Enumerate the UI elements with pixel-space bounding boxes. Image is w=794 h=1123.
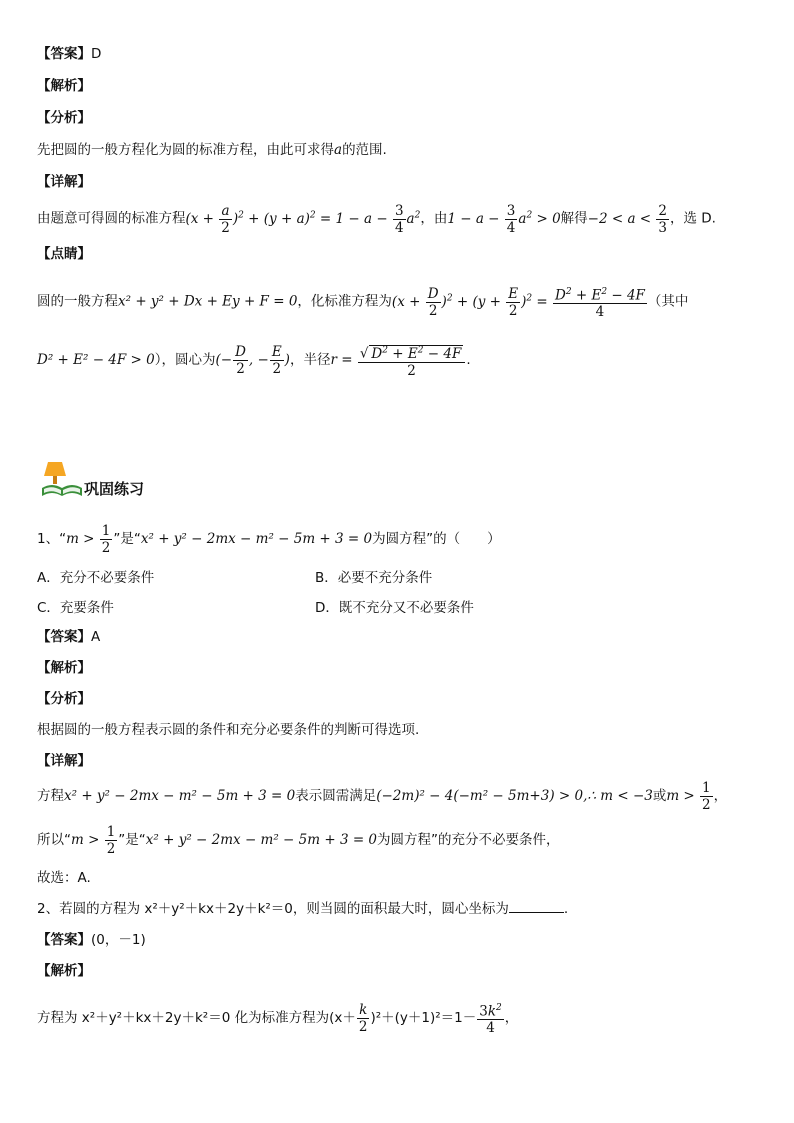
q2-analysis-label: 【解析】 [37, 963, 91, 979]
q1-so-line: 所以“m > $\frac{1}{2}$ ”是“x² + y² − 2mx − m² − 5m + 3 = 0为圆方程”的充分不必要条件， [37, 824, 560, 857]
3k2-over-4: $\frac{3k^2}{4}$ [477, 1000, 504, 1037]
q2-equation: 方程为 x²＋y²＋kx＋2y＋k²＝0 化为标准方程为(x＋ $\frac{k}{2}$ )²＋(y＋1)²＝1－ $\frac{3k^2}{4}$ ， [37, 1001, 519, 1037]
q1-choose: 故选：A. [37, 870, 91, 886]
detail-text-1: 由题意可得圆的标准方程(x + $\frac{a}{2}$ )$^2 + (y + a)^2 = 1 - a$ − $\frac{3}{4}$ $a^2$，由1 − a − $\frac{3}{4}$ $a^2 > 0$解得−2 < a < $\frac{2}{3}$ ，选 D. [37, 202, 716, 236]
q2-stem: 2、若圆的方程为 x²＋y²＋kx＋2y＋k²＝0，则当圆的面积最大时，圆心坐标为 . [37, 901, 569, 917]
standard-form: (x + $\frac{D}{2}$ )$^2$ + (y + $\frac{E}{2}$ )$^2$ = $\frac{D^2 + E^2 - 4F}{4}$ [391, 285, 645, 321]
standard-equation: (x + $\frac{a}{2}$ )$^2 + (y + a)^2 = 1 - a$ − $\frac{3}{4}$ $a^2$ [185, 202, 421, 236]
book-lamp-icon [40, 458, 84, 500]
q1-answer: 【答案】A [37, 629, 101, 645]
q1-option-b: B．必要不充分条件 [315, 570, 433, 586]
q1-option-d: D．既不充分又不必要条件 [315, 600, 474, 616]
k-over-2: $\frac{k}{2}$ [358, 1001, 368, 1035]
solution-range: −2 < a < $\frac{2}{3}$ [587, 202, 667, 236]
answer-value: D [91, 46, 102, 62]
analysis-label-1: 【解析】 [37, 78, 91, 94]
q1-condition: m > $\frac{1}{2}$ [66, 523, 111, 556]
answer-label: 【答案】 [37, 46, 91, 62]
answer-blank [509, 900, 564, 913]
q1-condition-2: m > $\frac{1}{2}$ [71, 824, 116, 857]
q1-fenxi-label: 【分析】 [37, 691, 91, 707]
radius-formula: r = $\frac{√ D^2 + E^2 - 4F}{2}$ [330, 352, 466, 368]
section-title: 巩固练习 [84, 480, 145, 498]
q1-stem: 1、“m > $\frac{1}{2}$ ”是“x² + y² − 2mx − m² − 5m + 3 = 0为圆方程”的（ ） [37, 523, 501, 556]
dianjing-text-2: D² + E² − 4F > 0），圆心为(− $\frac{D}{2}$ , − $\frac{E}{2}$ )，半径r = $\frac{√ D^2 + E^2 - 4F}{2}$ . [37, 344, 471, 379]
inequality: 1 − a − $\frac{3}{4}$ $a^2 > 0$ [447, 202, 561, 236]
answer-line-1 [37, 44, 101, 64]
fenxi-text-1: 先把圆的一般方程化为圆的标准方程，由此可求得a的范围. [37, 142, 387, 158]
dianjing-text-1: 圆的一般方程x² + y² + Dx + Ey + F = 0，化标准方程为(x + $\frac{D}{2}$ )$^2$ + (y + $\frac{E}{2}$ )$^2$ = $\frac{D^2 + E^2 - 4F}{4}$ （其中 [37, 285, 689, 321]
q1-fenxi-text: 根据圆的一般方程表示圆的条件和充分必要条件的判断可得选项. [37, 722, 420, 738]
fenxi-label-1: 【分析】 [37, 110, 91, 126]
q1-analysis-label: 【解析】 [37, 660, 91, 676]
q1-option-c: C．充要条件 [37, 600, 114, 616]
q1-option-a: A．充分不必要条件 [37, 570, 155, 586]
detail-label-1: 【详解】 [37, 174, 91, 190]
q1-detail-label: 【详解】 [37, 753, 91, 769]
dianjing-label: 【点睛】 [37, 246, 91, 262]
q1-detail-text: 方程x² + y² − 2mx − m² − 5m + 3 = 0表示圆需满足(−2m)² − 4(−m² − 5m+3) > 0,∴ m < −3或m > $\frac{1}{2}$ ， [37, 780, 728, 813]
circle-center: (− $\frac{D}{2}$ , − $\frac{E}{2}$ ) [215, 344, 290, 377]
q2-answer: 【答案】(0，－1) [37, 932, 146, 948]
q1-m-range: m > $\frac{1}{2}$ [666, 780, 711, 813]
